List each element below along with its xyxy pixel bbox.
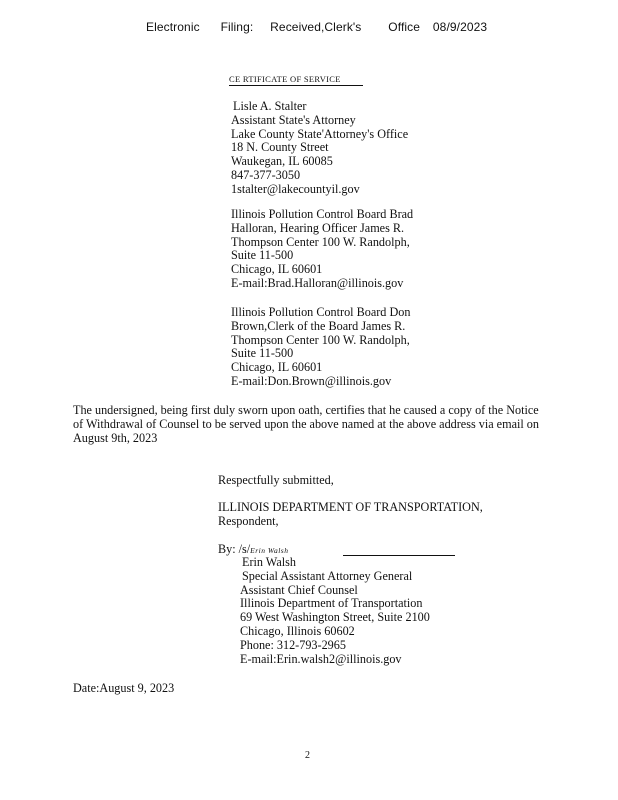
signer-street: 69 West Washington Street, Suite 2100 [240, 610, 430, 625]
date-line: Date:August 9, 2023 [73, 681, 175, 695]
header-filing: Filing: [220, 20, 254, 34]
header-date: 08/9/2023 [432, 20, 488, 34]
signer-city: Chicago, Illinois 60602 [240, 623, 355, 638]
recipient-1-city: Waukegan, IL 60085 [231, 154, 333, 169]
party-name: ILLINOIS DEPARTMENT OF TRANSPORTATION, [218, 500, 483, 514]
recipient-2-line: Illinois Pollution Control Board Brad [231, 207, 414, 221]
respectfully-submitted: Respectfully submitted, [218, 473, 334, 487]
signer-block [240, 556, 430, 666]
recipient-1-title: Assistant State's Attorney [231, 112, 356, 127]
certification-line: The undersigned, being first duly sworn upon oath, certifies that he caused a copy of the Notice [73, 403, 539, 417]
recipient-block-3 [231, 306, 410, 389]
recipient-block-2 [231, 208, 413, 291]
signer-email: E-mail:Erin.walsh2@illinois.gov [240, 651, 402, 666]
recipient-3-line: Thompson Center 100 W. Randolph, [231, 332, 410, 347]
recipient-2-line: Suite 11-500 [231, 248, 294, 263]
certification-paragraph [73, 404, 563, 445]
recipient-1-street: 18 N. County Street [231, 140, 329, 155]
header-office: Office [388, 20, 421, 34]
header-received: Received,Clerk's [270, 20, 362, 34]
signer-position: Assistant Chief Counsel [240, 582, 358, 597]
recipient-2-email: E-mail:Brad.Halloran@illinois.gov [231, 275, 404, 290]
by-label: By: /s/ [218, 542, 251, 556]
certificate-title: CE RTIFICATE OF SERVICE [229, 74, 363, 86]
recipient-3-line: Chicago, IL 60601 [231, 360, 323, 375]
certification-line: August 9th, 2023 [73, 430, 158, 445]
signer-phone: Phone: 312-793-2965 [240, 637, 346, 652]
recipient-1-email: 1stalter@lakecountyil.gov [231, 181, 360, 196]
recipient-3-line: Illinois Pollution Control Board Don [231, 305, 411, 319]
signer-department: Illinois Department of Transportation [240, 596, 423, 611]
signature-script: Erin Walsh [250, 546, 289, 555]
electronic-filing-header [146, 20, 487, 34]
party-role: Respondent, [218, 513, 279, 528]
header-electronic: Electronic [146, 20, 200, 34]
recipient-1-name: Lisle A. Stalter [233, 99, 307, 113]
certification-line: of Withdrawal of Counsel to be served upon the above named at the above address via email on [73, 416, 539, 431]
recipient-2-line: Chicago, IL 60601 [231, 262, 323, 277]
recipient-3-email: E-mail:Don.Brown@illinois.gov [231, 373, 392, 388]
recipient-3-line: Brown,Clerk of the Board James R. [231, 318, 406, 333]
recipient-3-line: Suite 11-500 [231, 346, 294, 361]
signer-name: Erin Walsh [242, 555, 296, 569]
page-number: 2 [305, 750, 310, 761]
recipient-2-line: Thompson Center 100 W. Randolph, [231, 234, 410, 249]
recipient-2-line: Halloran, Hearing Officer James R. [231, 220, 405, 235]
recipient-1-office: Lake County State'Attorney's Office [231, 126, 409, 141]
signer-title: Special Assistant Attorney General [242, 568, 413, 583]
recipient-1-phone: 847-377-3050 [231, 167, 301, 182]
recipient-block-1 [231, 100, 408, 197]
party-block [218, 501, 483, 529]
